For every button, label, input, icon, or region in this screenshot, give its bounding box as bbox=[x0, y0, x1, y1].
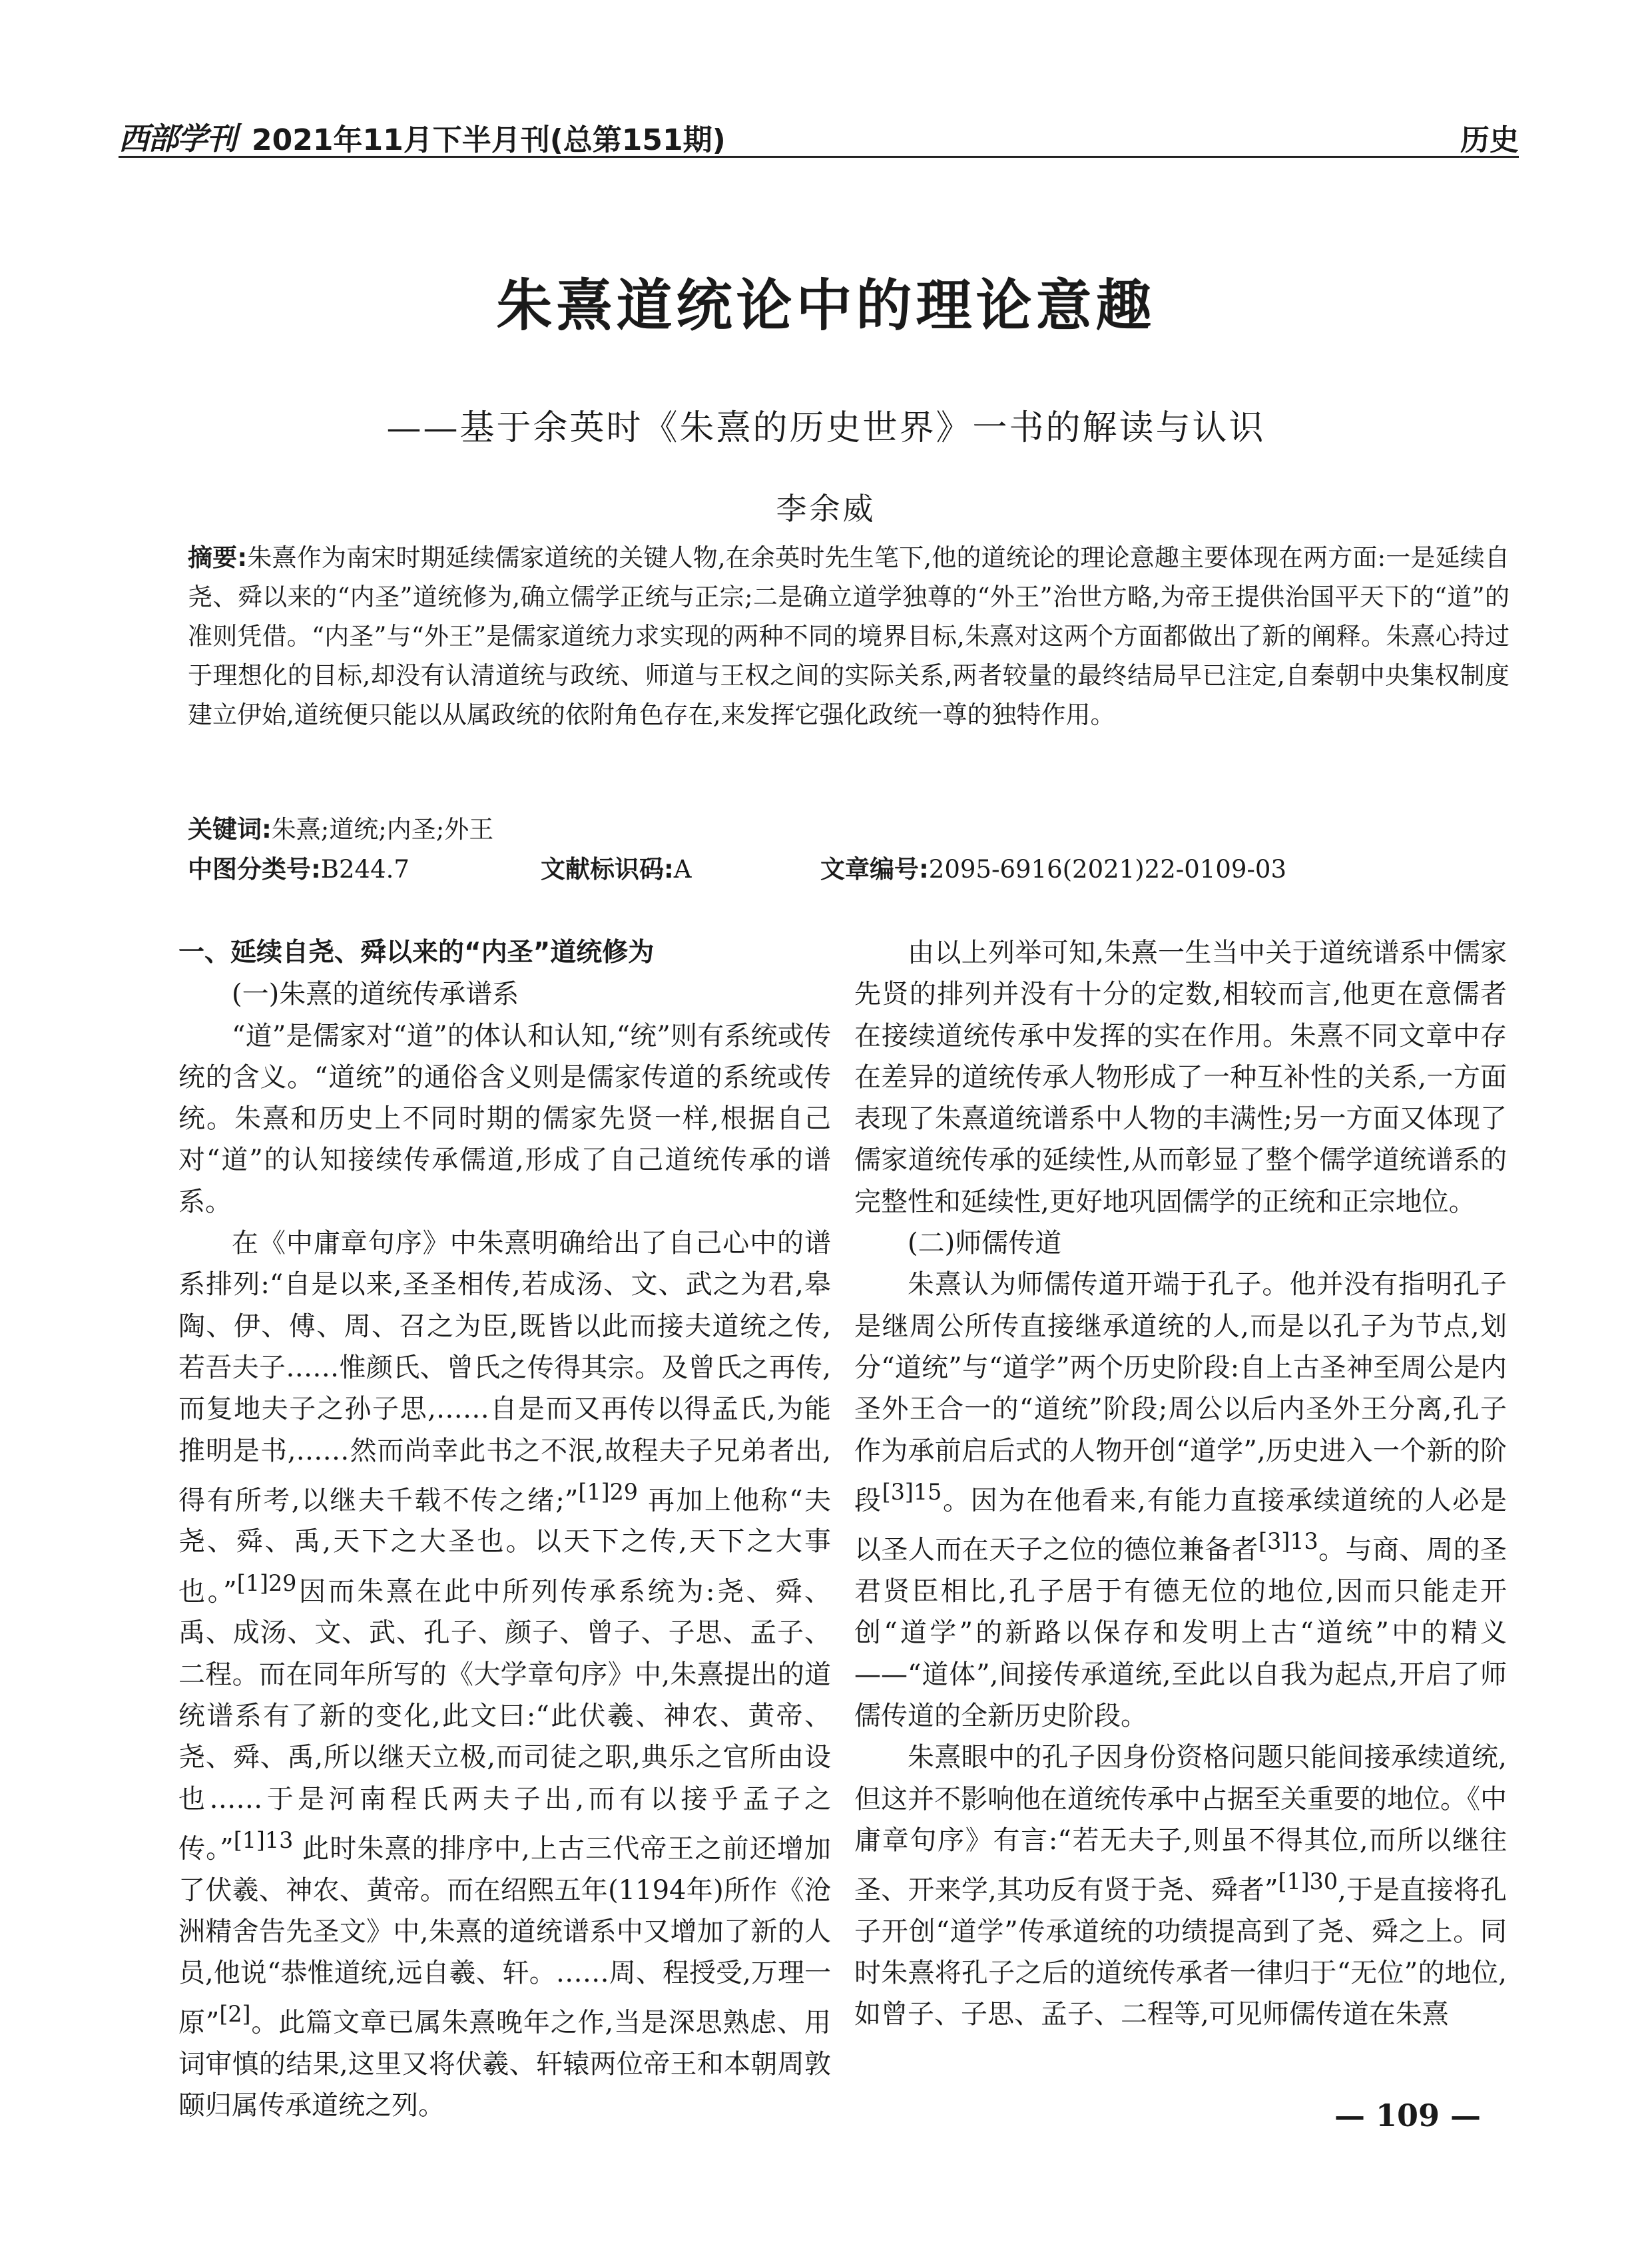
citation: [3]13 bbox=[1258, 1528, 1318, 1555]
paragraph: “道”是儒家对“道”的体认和认知,“统”则有系统或传统的含义。“道统”的通俗含义则是儒家传道的系统或传统。朱熹和历史上不同时期的儒家先贤一样,根据自己对“道”的认知接续传承儒道,形成了自己道统传承的谱系。 bbox=[178, 1020, 831, 1217]
paragraph bbox=[854, 1737, 1507, 2035]
article-number bbox=[820, 850, 1286, 889]
left-column bbox=[178, 932, 831, 2127]
document-code bbox=[541, 850, 692, 889]
clc-value: B244.7 bbox=[320, 855, 410, 884]
doc-code-value: A bbox=[673, 855, 692, 884]
article-number-value: 2095-6916(2021)22-0109-03 bbox=[928, 855, 1286, 884]
paragraph-text: 在《中庸章句序》中朱熹明确给出了自己心中的谱系排列:“自是以来,圣圣相传,若成汤、文、武之为君,皋陶、伊、傅、周、召之为臣,既皆以此而接夫道统之传,若吾夫子……惟颜氏、曾氏之传得其宗。及曾氏之再传,而复地夫子之孙子思,……自是而又再传以得孟氏,为能推明是书,……然而尚幸此书之不泯,故程夫子兄弟者出,得有所考,以继夫千载不传之绪;” bbox=[178, 1228, 831, 1516]
paragraph-text: 。因为在他看来,有能力直接承续道统的人必是以圣人而在天子之位的德位兼备者 bbox=[854, 1485, 1508, 1565]
paragraph-text: 朱熹认为师儒传道开端于孔子。他并没有指明孔子是继周公所传直接继承道统的人,而是以孔子为节点,划分“道统”与“道学”两个历史阶段:自上古圣神至周公是内圣外王合一的“道统”阶段;周公以后内圣外王分离,孔子作为承前启后式的人物开创“道学”,历史进入一个新的阶段 bbox=[854, 1269, 1507, 1516]
paragraph-text: 此时朱熹的排序中,上古三代帝王之前还增加了伏羲、神农、黄帝。而在绍熙五年(1194年)所作《沧洲精舍告先圣文》中,朱熹的道统谱系中又增加了新的人员,他说“恭惟道统,远自羲、轩。……周、程授受,万理一原” bbox=[178, 1833, 832, 2038]
keywords-text: 朱熹;道统;内圣;外王 bbox=[271, 815, 494, 844]
section-heading-1: 一、延续自尧、舜以来的“内圣”道统修为 bbox=[178, 938, 655, 968]
subsection-heading-2: (二)师儒传道 bbox=[908, 1228, 1062, 1259]
paragraph-text: ,于是直接将孔子开创“道学”传承道统的功绩提高到了尧、舜之上。同时朱熹将孔子之后的道统传承者一律归于“无位”的地位,如曾子、子思、孟子、二程等,可见师儒传道在朱熹 bbox=[854, 1874, 1508, 2030]
paragraph: 由以上列举可知,朱熹一生当中关于道统谱系中儒家先贤的排列并没有十分的定数,相较而言,他更在意儒者在接续道统传承中发挥的实在作用。朱熹不同文章中存在差异的道统传承人物形成了一种互补性的关系,一方面表现了朱熹道统谱系中人物的丰满性;另一方面又体现了儒家道统传承的延续性,从而彰显了整个儒学道统谱系的完整性和延续性,更好地巩固儒学的正统和正宗地位。 bbox=[854, 938, 1507, 1217]
right-column bbox=[854, 932, 1507, 2036]
citation: [1]29 bbox=[578, 1478, 638, 1505]
subsection-heading-1: (一)朱熹的道统传承谱系 bbox=[232, 979, 519, 1010]
clc-label: 中图分类号: bbox=[188, 855, 321, 884]
citation: [1]13 bbox=[233, 1826, 294, 1853]
keywords-label: 关键词: bbox=[188, 815, 272, 844]
keywords bbox=[188, 810, 1510, 849]
journal-logo: 西部学刊 bbox=[119, 121, 236, 156]
paragraph-text: 朱熹眼中的孔子因身份资格问题只能间接承续道统,但这并不影响他在道统传承中占据至关重要的地位。《中庸章句序》有言:“若无夫子,则虽不得其位,而所以继往圣、开来学,其功反有贤于尧、舜者” bbox=[854, 1742, 1507, 1906]
doc-code-label: 文献标识码: bbox=[541, 855, 674, 884]
abstract bbox=[188, 538, 1510, 734]
issue-info: 2021年11月下半月刊(总第151期) bbox=[252, 123, 726, 157]
paragraph-text: 。此篇文章已属朱熹晚年之作,当是深思熟虑、用词审慎的结果,这里又将伏羲、轩辕两位帝王和本朝周敦颐归属传承道统之列。 bbox=[178, 2007, 832, 2121]
article-subtitle: ——基于余英时《朱熹的历史世界》一书的解读与认识 bbox=[386, 408, 1266, 448]
running-header bbox=[119, 115, 1519, 158]
article-title: 朱熹道统论中的理论意趣 bbox=[496, 272, 1156, 338]
abstract-text: 朱熹作为南宋时期延续儒家道统的关键人物,在余英时先生笔下,他的道统论的理论意趣主要体现在两方面:一是延续自尧、舜以来的“内圣”道统修为,确立儒学正统与正宗;二是确立道学独尊的“外王”治世方略,为帝王提供治国平天下的“道”的准则凭借。“内圣”与“外王”是儒家道统力求实现的两种不同的境界目标,朱熹对这两个方面都做出了新的阐释。朱熹心持过于理想化的目标,却没有认清道统与政统、师道与王权之间的实际关系,两者较量的最终结局早已注定,自秦朝中央集权制度建立伊始,道统便只能以从属政统的依附角色存在,来发挥它强化政统一尊的独特作用。 bbox=[188, 543, 1510, 729]
paragraph-text: 因而朱熹在此中所列传承系统为:尧、舜、禹、成汤、文、武、孔子、颜子、曾子、子思、孟子、二程。而在同年所写的《大学章句序》中,朱熹提出的道统谱系有了新的变化,此文曰:“此伏羲、神农、黄帝、尧、舜、禹,所以继天立极,而司徒之职,典乐之官所由设也……于是河南程氏两夫子出,而有以接乎孟子之传。” bbox=[178, 1576, 831, 1864]
paragraph bbox=[854, 1264, 1507, 1737]
citation: [2] bbox=[219, 2001, 251, 2028]
citation: [1]30 bbox=[1278, 1868, 1338, 1895]
paragraph-text: 再加上他称“夫尧、舜、禹,天下之大圣也。以天下之传,天下之大事也。” bbox=[178, 1485, 832, 1607]
citation: [3]15 bbox=[882, 1478, 942, 1505]
paragraph-text: 。与商、周的圣君贤臣相比,孔子居于有德无位的地位,因而只能走开创“道学”的新路以保存和发明上古“道统”中的精义——“道体”,间接传承道统,至此以自我为起点,开启了师儒传道的全新历史阶段。 bbox=[854, 1534, 1508, 1731]
page-number: — 109 — bbox=[1334, 2098, 1482, 2133]
section-label: 历史 bbox=[1460, 123, 1519, 157]
abstract-label: 摘要: bbox=[188, 543, 248, 572]
article-author: 李余威 bbox=[776, 491, 876, 527]
citation: [1]29 bbox=[236, 1569, 297, 1596]
article-number-label: 文章编号: bbox=[820, 855, 929, 884]
classification-line bbox=[188, 850, 1510, 890]
paragraph bbox=[178, 1223, 831, 2127]
clc-number bbox=[188, 850, 410, 889]
